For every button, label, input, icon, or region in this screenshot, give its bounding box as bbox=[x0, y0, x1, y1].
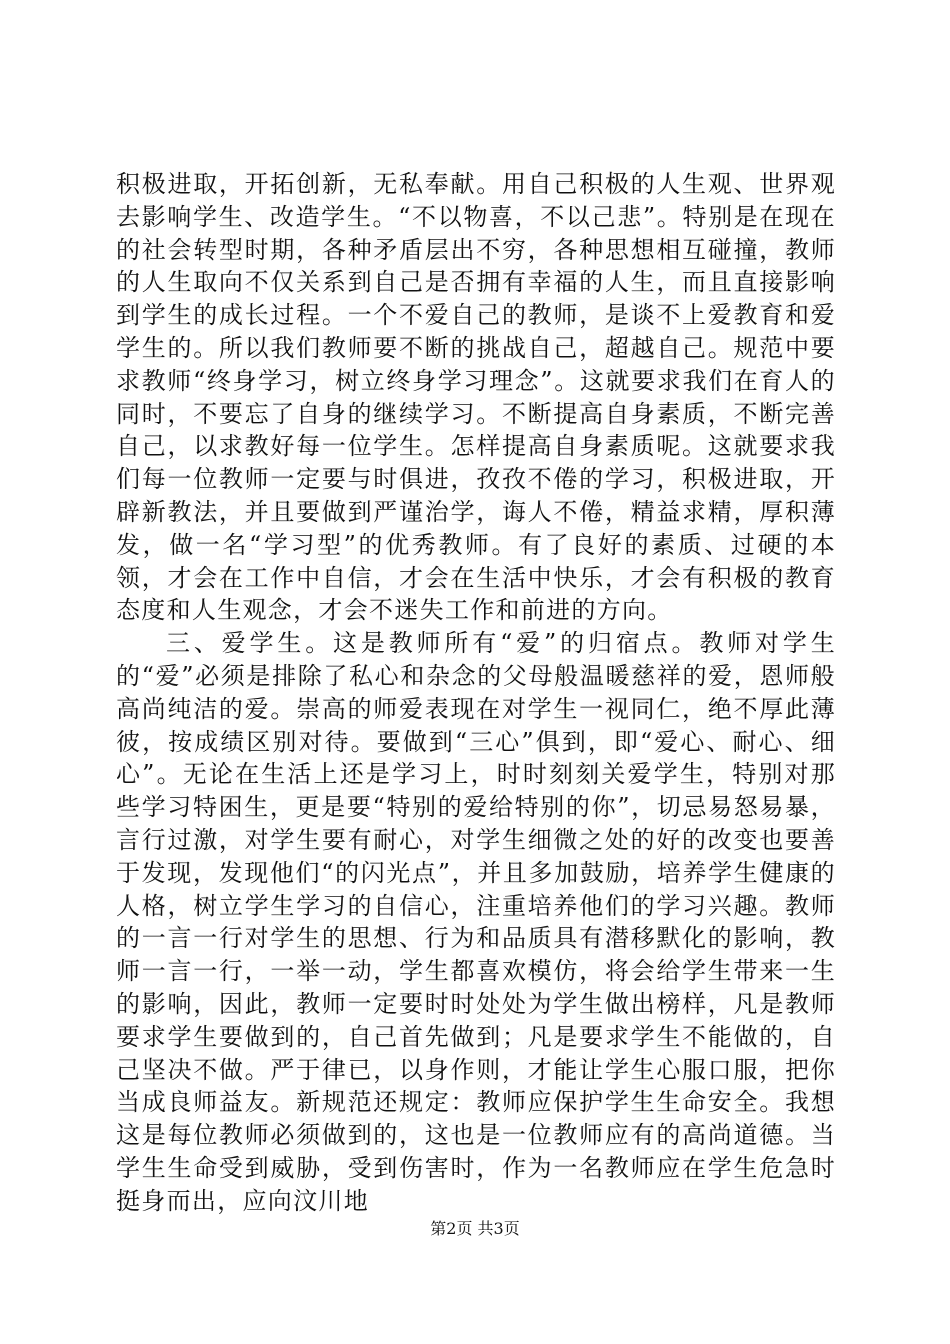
paragraph-continuation: 积极进取，开拓创新，无私奉献。用自己积极的人生观、世界观去影响学生、改造学生。“不以物喜，不以己悲”。特别是在现在的社会转型时期，各种矛盾层出不穷，各种思想相互碰撞，教师的人生取向不仅关系到自己是否拥有幸福的人生，而且直接影响到学生的成长过程。一个不爱自己的教师，是谈不上爱教育和爱学生的。所以我们教师要不断的挑战自己，超越自己。规范中要求教师“终身学习，树立终身学习理念”。这就要求我们在育人的同时，不要忘了自身的继续学习。不断提高自身素质，不断完善自己，以求教好每一位学生。怎样提高自身素质呢。这就要求我们每一位教师一定要与时俱进，孜孜不倦的学习，积极进取，开辟新教法，并且要做到严谨治学，诲人不倦，精益求精，厚积薄发，做一名“学习型”的优秀教师。有了良好的素质、过硬的本领，才会在工作中自信，才会在生活中快乐，才会有积极的教育态度和人生观念，才会不迷失工作和前进的方向。 bbox=[116, 170, 836, 625]
document-body bbox=[116, 168, 836, 1218]
page-number-label: 第2页 共3页 bbox=[430, 1219, 520, 1238]
page-footer bbox=[0, 1219, 950, 1239]
paragraph-love-students: 三、爱学生。这是教师所有“爱”的归宿点。教师对学生的“爱”必须是排除了私心和杂念的父母般温暖慈祥的爱，恩师般高尚纯洁的爱。崇高的师爱表现在对学生一视同仁，绝不厚此薄彼，按成绩区别对待。要做到“三心”俱到，即“爱心、耐心、细心”。无论在生活上还是学习上，时时刻刻关爱学生，特别对那些学习特困生，更是要“特别的爱给特别的你”，切忌易怒易暴，言行过激，对学生要有耐心，对学生细微之处的好的改变也要善于发现，发现他们“的闪光点”，并且多加鼓励，培养学生健康的人格，树立学生学习的自信心，注重培养他们的学习兴趣。教师的一言一行对学生的思想、行为和品质具有潜移默化的影响，教师一言一行，一举一动，学生都喜欢模仿，将会给学生带来一生的影响，因此，教师一定要时时处处为学生做出榜样，凡是教师要求学生要做到的，自己首先做到；凡是要求学生不能做的，自己坚决不做。严于律已，以身作则，才能让学生心服口服，把你当成良师益友。新规范还规定：教师应保护学生生命安全。我想这是每位教师必须做到的，这也是一位教师应有的高尚道德。当学生生命受到威胁，受到伤害时，作为一名教师应在学生危急时挺身而出，应向汶川地 bbox=[116, 629, 836, 1215]
